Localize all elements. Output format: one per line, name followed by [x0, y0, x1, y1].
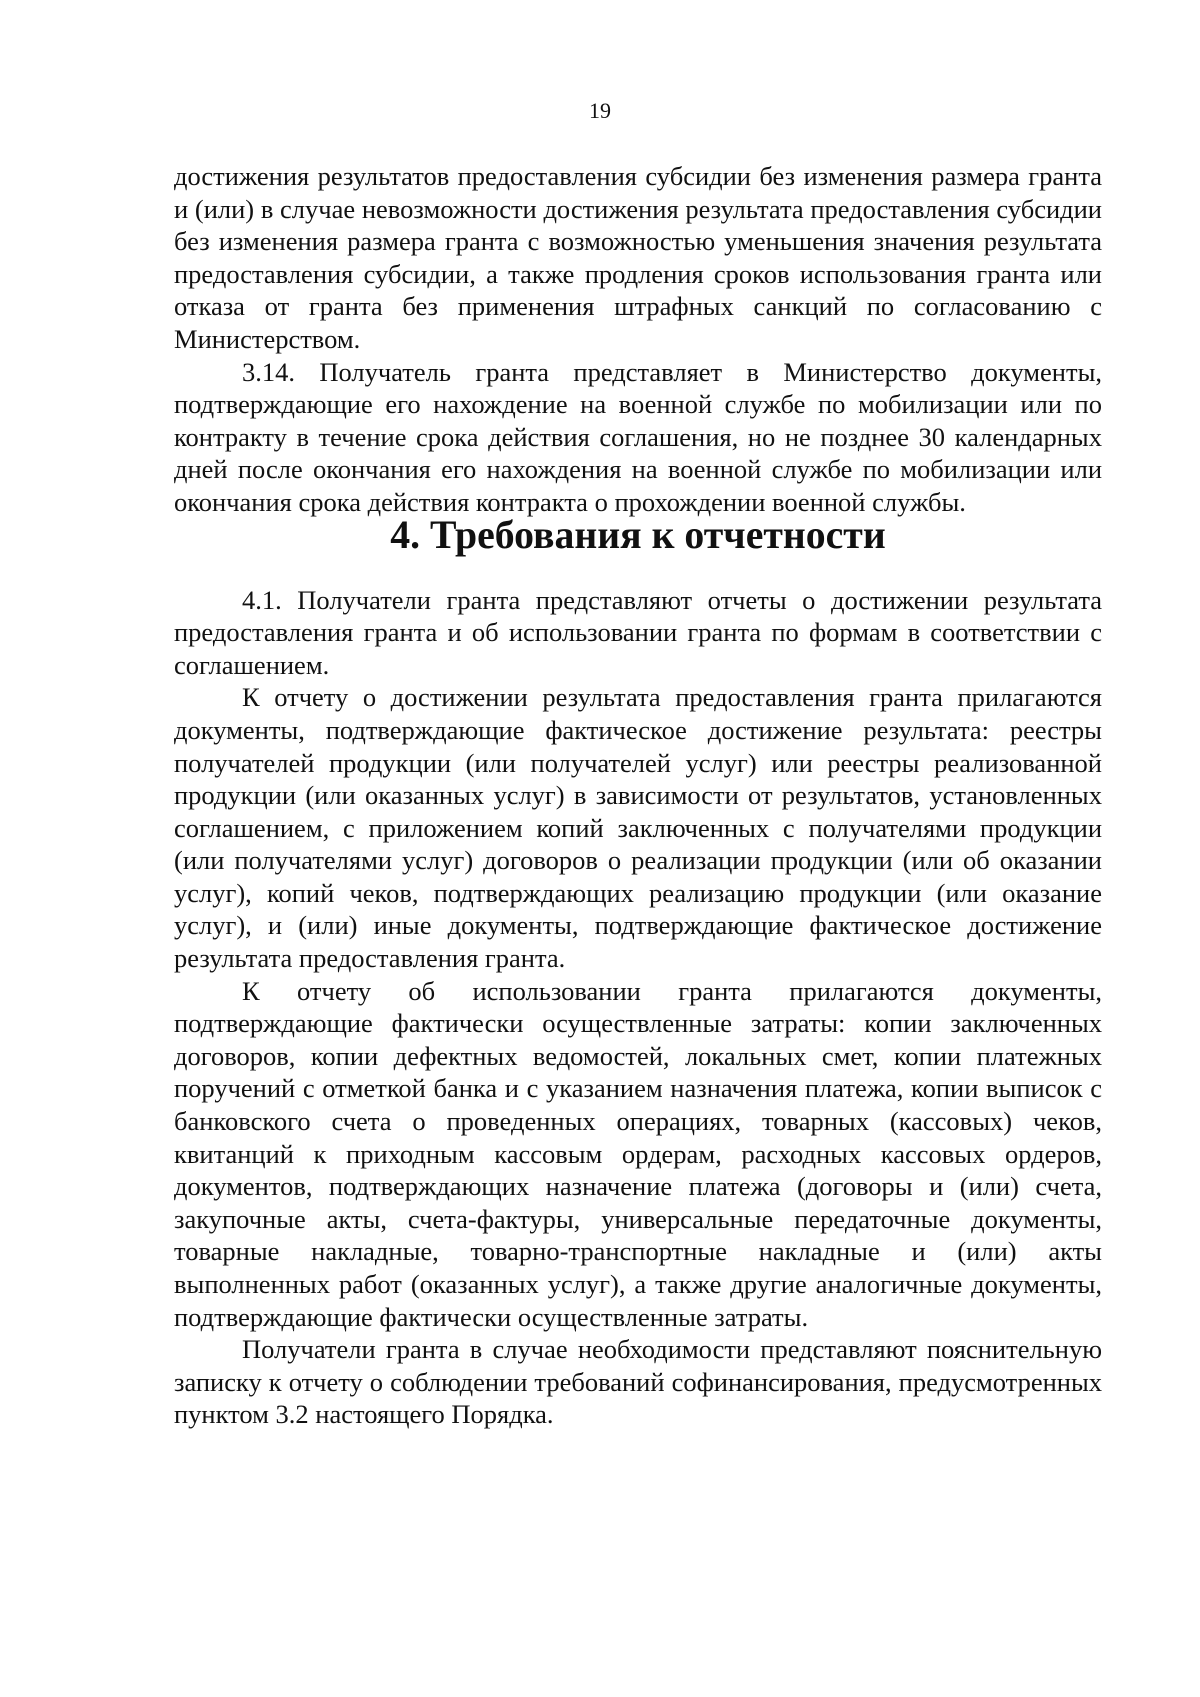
document-body — [174, 160, 1102, 1431]
paragraph-continuation: достижения результатов предоставления субсидии без изменения размера гранта и (или) в случае невозможности достижения результата предоставления субсидии без изменения размера гранта с возможностью уменьшения значения результата предоставления субсидии, а также продления сроков использования гранта или отказа от гранта без применения штрафных санкций по согласованию с Министерством. — [174, 161, 1102, 354]
paragraph-explanatory-note: Получатели гранта в случае необходимости представляют пояснительную записку к отчету о соблюдении требований софинансирования, предусмотренных пунктом 3.2 настоящего Порядка. — [174, 1334, 1102, 1430]
paragraph-3-14: 3.14. Получатель гранта представляет в Министерство документы, подтверждающие его нахождение на военной службе по мобилизации или по контракту в течение срока действия соглашения, но не позднее 30 календарных дней после окончания его нахождения на военной службе по мобилизации или окончания срока действия контракта о прохождении военной службы. — [174, 356, 1102, 517]
page-number: 19 — [589, 98, 611, 123]
paragraph-usage-report: К отчету об использовании гранта прилагаются документы, подтверждающие фактически осуществленные затраты: копии заключенных договоров, копии дефектных ведомостей, локальных смет, копии платежных поручений с отметкой банка и с указанием назначения платежа, копии выписок с банковского счета о проведенных операциях, товарных (кассовых) чеков, квитанций к приходным кассовым ордерам, расходных кассовых ордеров, документов, подтверждающих назначение платежа (договоры и (или) счета, закупочные акты, счета-фактуры, универсальные передаточные документы, товарные накладные, товарно-транспортные накладные и (или) акты выполненных работ (оказанных услуг), а также другие аналогичные документы, подтверждающие фактически осуществленные затраты. — [174, 975, 1102, 1332]
section-heading: 4. Требования к отчетности — [390, 512, 886, 557]
paragraph-4-1: 4.1. Получатели гранта представляют отчеты о достижении результата предоставления гранта и об использовании гранта по формам в соответствии с соглашением. — [174, 584, 1102, 680]
paragraph-result-report: К отчету о достижении результата предоставления гранта прилагаются документы, подтверждающие фактическое достижение результата: реестры получателей продукции (или получателей услуг) или реестры реализованной продукции (или оказанных услуг) в зависимости от результатов, установленных соглашением, с приложением копий заключенных с получателями продукции (или получателями услуг) договоров о реализации продукции (или об оказании услуг), копий чеков, подтверждающих реализацию продукции (или оказание услуг), и (или) иные документы, подтверждающие фактическое достижение результата предоставления гранта. — [174, 682, 1102, 974]
